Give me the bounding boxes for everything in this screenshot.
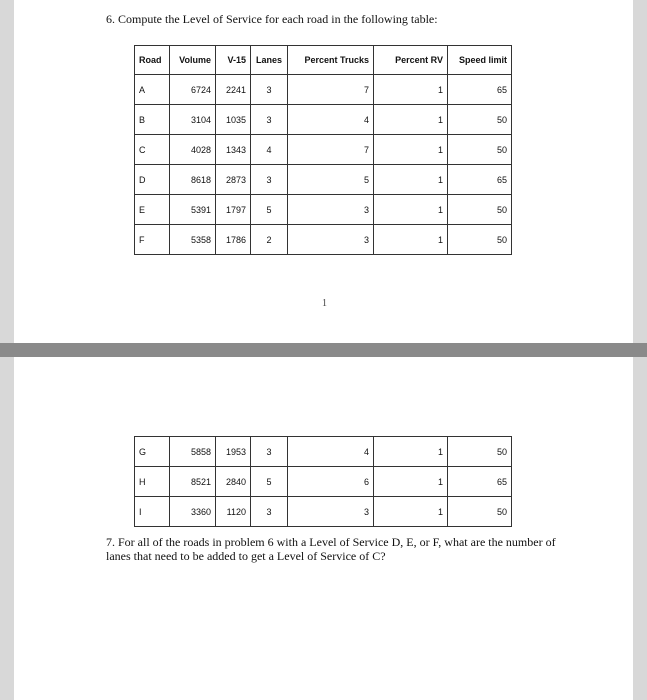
cell-percent-trucks: 7	[288, 75, 374, 105]
cell-speed-limit: 50	[448, 437, 512, 467]
cell-percent-rv: 1	[374, 437, 448, 467]
cell-road: D	[135, 165, 170, 195]
page-number: 1	[322, 298, 327, 309]
column-header-volume: Volume	[170, 46, 216, 75]
cell-road: G	[135, 437, 170, 467]
question-6-text: 6. Compute the Level of Service for each road in the following table:	[106, 12, 438, 26]
cell-volume: 5391	[170, 195, 216, 225]
table-row	[135, 165, 512, 195]
cell-volume: 5358	[170, 225, 216, 255]
cell-v15: 1035	[216, 105, 251, 135]
cell-lanes: 3	[251, 75, 288, 105]
level-of-service-table-continued	[134, 436, 512, 527]
cell-speed-limit: 65	[448, 75, 512, 105]
cell-lanes: 3	[251, 497, 288, 527]
cell-road: B	[135, 105, 170, 135]
cell-lanes: 2	[251, 225, 288, 255]
cell-percent-trucks: 7	[288, 135, 374, 165]
cell-speed-limit: 50	[448, 225, 512, 255]
question-7-text: 7. For all of the roads in problem 6 with a Level of Service D, E, or F, what are the number of lanes that need to be added to get a Level of Service of C?	[106, 535, 556, 563]
cell-percent-rv: 1	[374, 135, 448, 165]
cell-lanes: 3	[251, 165, 288, 195]
table-row	[135, 497, 512, 527]
cell-percent-trucks: 6	[288, 467, 374, 497]
cell-lanes: 5	[251, 195, 288, 225]
page-separator	[0, 343, 647, 357]
cell-lanes: 3	[251, 437, 288, 467]
column-header-road: Road	[135, 46, 170, 75]
table-row	[135, 437, 512, 467]
cell-percent-rv: 1	[374, 105, 448, 135]
cell-volume: 5858	[170, 437, 216, 467]
column-header-speed-limit: Speed limit	[448, 46, 512, 75]
cell-percent-trucks: 3	[288, 225, 374, 255]
cell-percent-trucks: 3	[288, 195, 374, 225]
cell-speed-limit: 65	[448, 467, 512, 497]
cell-percent-trucks: 3	[288, 497, 374, 527]
cell-road: I	[135, 497, 170, 527]
table-row	[135, 467, 512, 497]
level-of-service-table	[134, 45, 512, 255]
cell-volume: 6724	[170, 75, 216, 105]
cell-speed-limit: 65	[448, 165, 512, 195]
cell-v15: 2241	[216, 75, 251, 105]
cell-v15: 1797	[216, 195, 251, 225]
cell-v15: 1343	[216, 135, 251, 165]
table-header-row	[135, 46, 512, 75]
cell-lanes: 5	[251, 467, 288, 497]
column-header-percent-trucks: Percent Trucks	[288, 46, 374, 75]
table-row	[135, 195, 512, 225]
cell-volume: 8618	[170, 165, 216, 195]
cell-v15: 1953	[216, 437, 251, 467]
cell-v15: 1120	[216, 497, 251, 527]
column-header-percent-rv: Percent RV	[374, 46, 448, 75]
cell-percent-rv: 1	[374, 497, 448, 527]
table-row	[135, 225, 512, 255]
cell-percent-rv: 1	[374, 165, 448, 195]
cell-v15: 2840	[216, 467, 251, 497]
cell-lanes: 3	[251, 105, 288, 135]
cell-speed-limit: 50	[448, 105, 512, 135]
column-header-lanes: Lanes	[251, 46, 288, 75]
cell-lanes: 4	[251, 135, 288, 165]
column-header-v15: V-15	[216, 46, 251, 75]
cell-road: C	[135, 135, 170, 165]
cell-v15: 2873	[216, 165, 251, 195]
cell-v15: 1786	[216, 225, 251, 255]
table-row	[135, 75, 512, 105]
cell-speed-limit: 50	[448, 135, 512, 165]
cell-road: H	[135, 467, 170, 497]
document-page-1	[14, 0, 633, 343]
cell-percent-rv: 1	[374, 225, 448, 255]
table-row	[135, 105, 512, 135]
cell-volume: 3104	[170, 105, 216, 135]
cell-speed-limit: 50	[448, 497, 512, 527]
table-row	[135, 135, 512, 165]
cell-percent-trucks: 5	[288, 165, 374, 195]
cell-percent-rv: 1	[374, 195, 448, 225]
cell-road: A	[135, 75, 170, 105]
document-page-2	[14, 357, 633, 700]
cell-percent-trucks: 4	[288, 437, 374, 467]
cell-percent-rv: 1	[374, 467, 448, 497]
cell-road: F	[135, 225, 170, 255]
cell-percent-rv: 1	[374, 75, 448, 105]
cell-percent-trucks: 4	[288, 105, 374, 135]
cell-speed-limit: 50	[448, 195, 512, 225]
cell-road: E	[135, 195, 170, 225]
cell-volume: 4028	[170, 135, 216, 165]
cell-volume: 3360	[170, 497, 216, 527]
cell-volume: 8521	[170, 467, 216, 497]
